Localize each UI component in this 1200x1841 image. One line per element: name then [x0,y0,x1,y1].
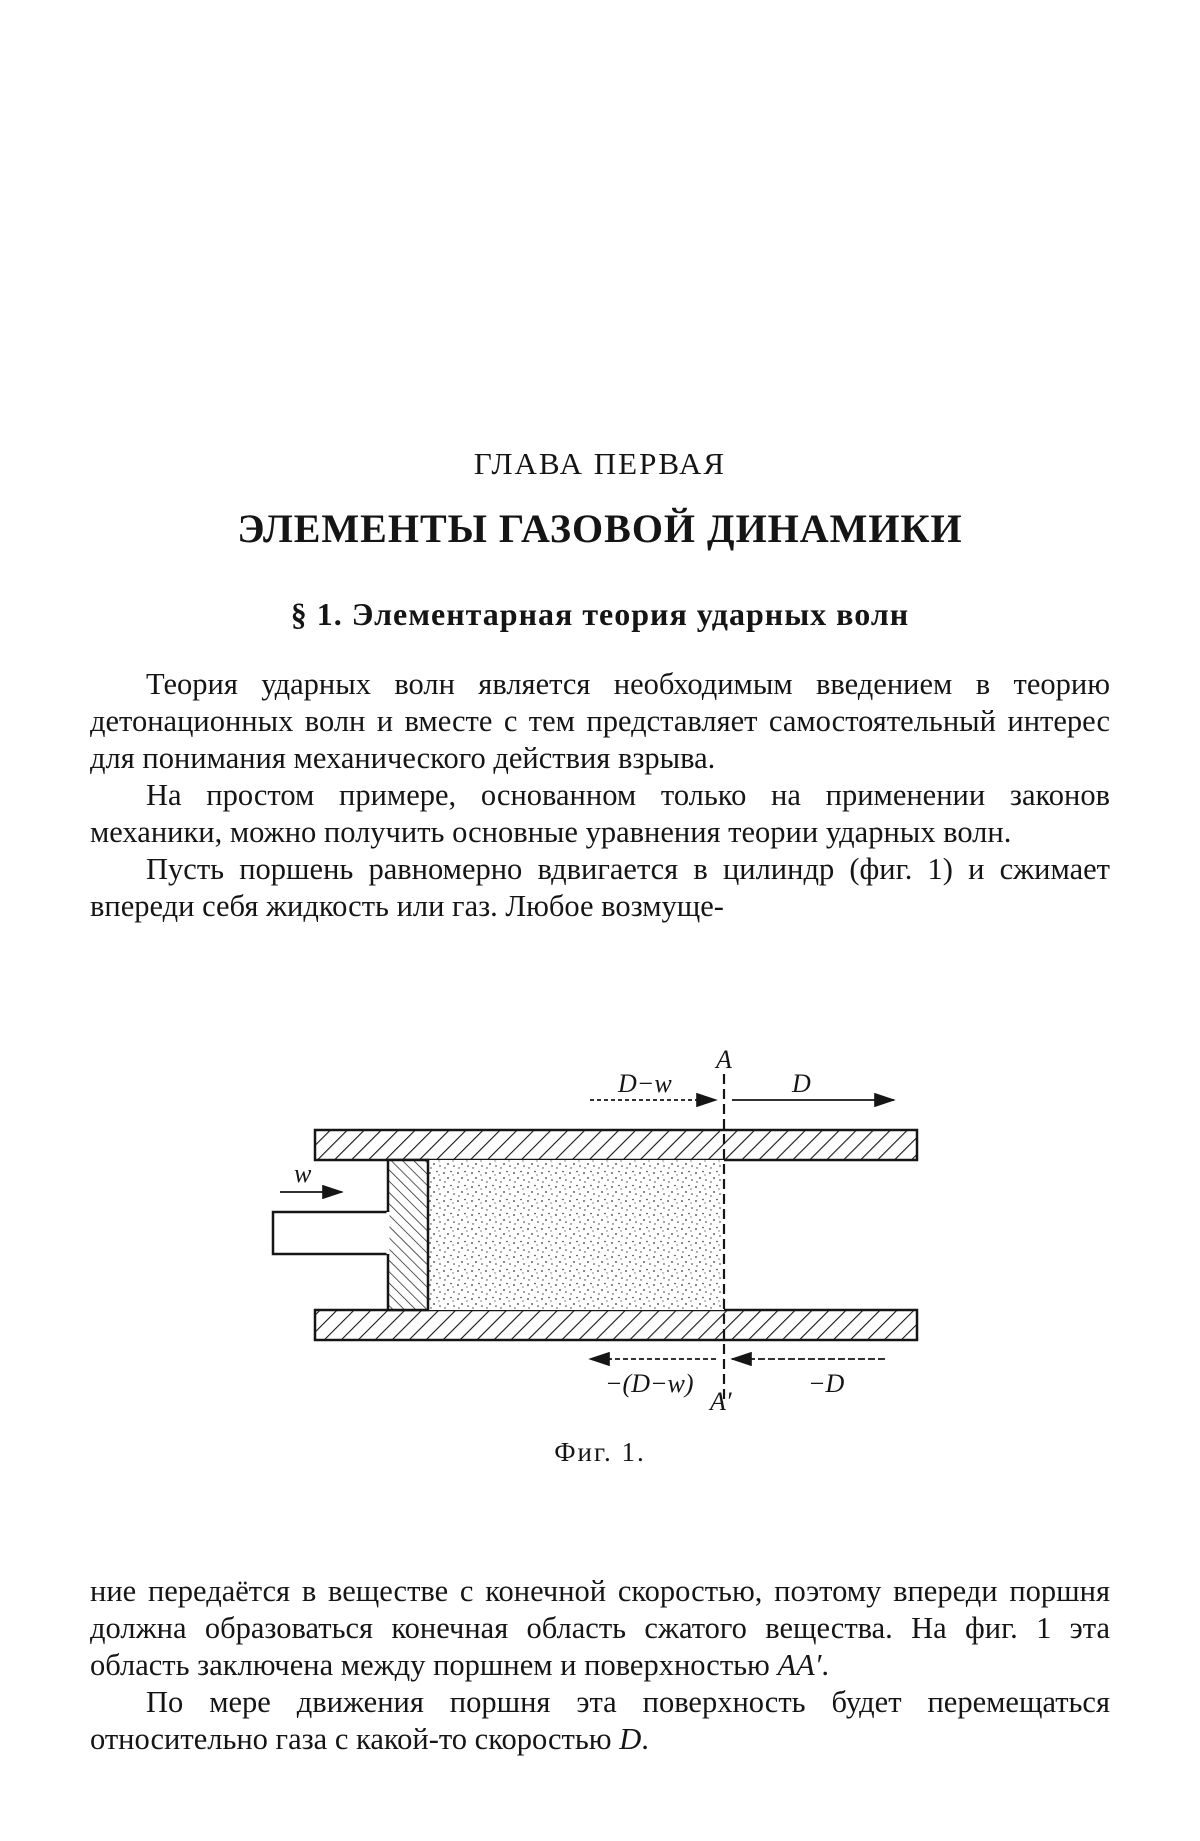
label-w: w [294,1159,312,1188]
paragraph-2: На простом примере, основанном только на применении законов механики, можно получить основные уравнения теории ударных волн. [90,778,1110,849]
label-d-minus-w: D−w [618,1069,672,1098]
cylinder-bottom-wall [315,1310,917,1340]
cylinder-top-wall [315,1130,917,1160]
paragraph-4-tail: . [821,1648,830,1682]
paragraph-5-tail: . [641,1722,649,1756]
chapter-title: ЭЛЕМЕНТЫ ГАЗОВОЙ ДИНАМИКИ [237,506,963,551]
paragraph-4-text: ние передаётся в веществе с конечной скоростью, поэтому впереди поршня должна образоваться конечная область сжатого вещества. На фиг. 1 эта область заключена между поршнем и поверхностью [90,1574,1110,1682]
figure-piston-cylinder [260,1030,930,1430]
body-text-before-figure [90,666,1110,925]
body-text-after-figure [90,1573,1110,1758]
compressed-gas-region [428,1160,724,1310]
piston-cylinder-diagram [260,1030,930,1430]
piston-rod [273,1212,388,1254]
label-point-a-prime: A′ [710,1387,732,1416]
paragraph-5-text: По мере движения поршня эта поверхность будет перемещаться относительно газа с какой-то скоростью [90,1685,1110,1756]
label-d: D [792,1069,811,1098]
section-title: § 1. Элементарная теория ударных волн [290,596,910,632]
paragraph-5 [90,1684,1110,1758]
piston-head [388,1160,428,1310]
surface-aa-prime: AA′ [777,1648,822,1682]
paragraph-3: Пусть поршень равномерно вдвигается в цилиндр (фиг. 1) и сжимает впереди себя жидкость или газ. Любое возмуще- [90,852,1110,923]
chapter-label: ГЛАВА ПЕРВАЯ [473,446,727,481]
label-minus-d-minus-w: −(D−w) [605,1369,694,1398]
label-minus-d: −D [808,1369,845,1398]
figure-caption: Фиг. 1. [554,1437,646,1467]
label-point-a: A [716,1045,732,1074]
velocity-d: D [619,1722,642,1756]
paragraph-4 [90,1573,1110,1684]
paragraph-1: Теория ударных волн является необходимым введением в теорию детонационных волн и вместе с тем представляет самостоятельный интерес для понимания механического действия взрыва. [90,667,1110,775]
